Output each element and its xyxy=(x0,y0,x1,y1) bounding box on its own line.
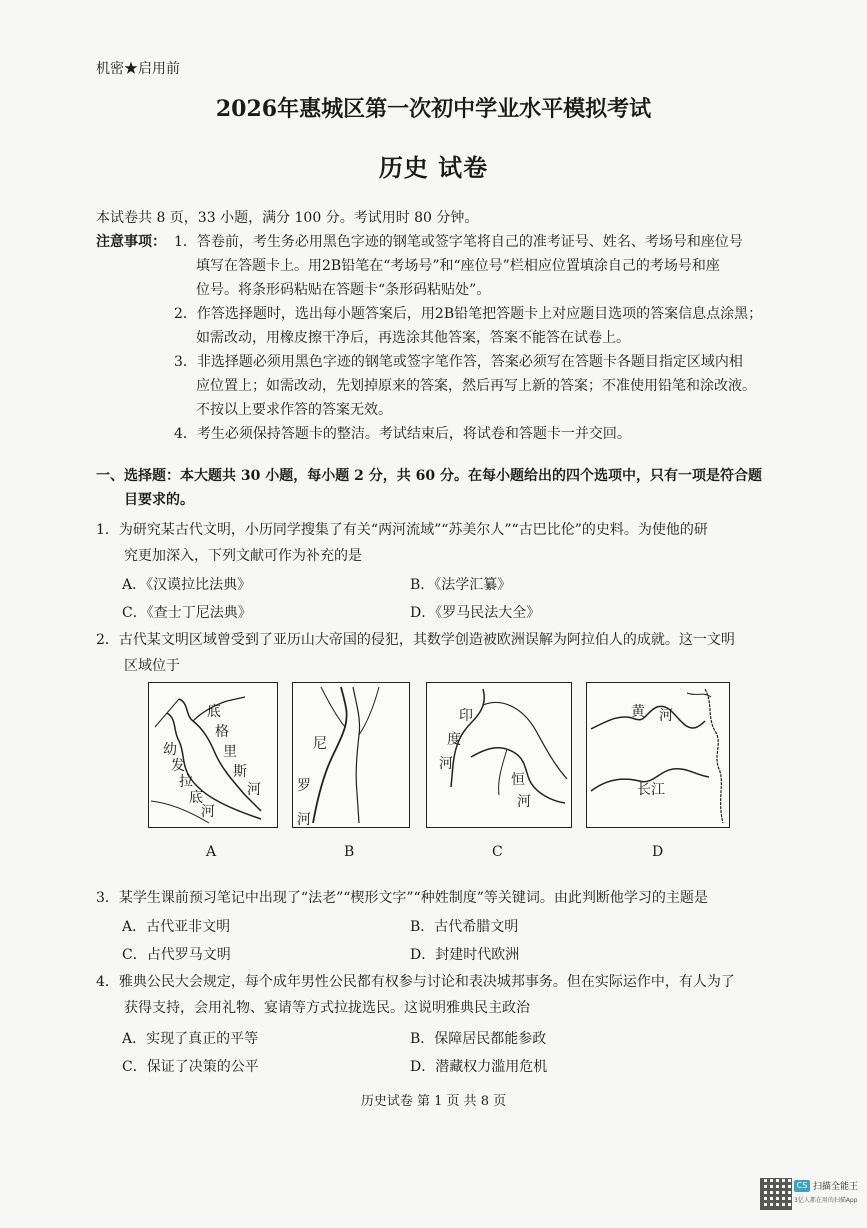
q1-stem-line1: 1．为研究某古代文明，小历同学搜集了有关“两河流域”“苏美尔人”“古巴比伦”的史料。为使他的研 xyxy=(96,522,708,538)
notice-label: 注意事项： xyxy=(96,234,166,250)
notice-1c: 位号。将条形码粘贴在答题卡“条形码粘贴处”。 xyxy=(196,282,491,298)
map-a-euphrates-1: 幼 xyxy=(163,742,177,758)
map-a-euphrates-5: 河 xyxy=(201,804,215,820)
q4-stem-line2: 获得支持，会用礼物、宴请等方式拉拢选民。这说明雅典民主政治 xyxy=(124,1000,530,1016)
notice-1a: 1．答卷前，考生务必用黑色字迹的钢笔或签字笔将自己的准考证号、姓名、考场号和座位号 xyxy=(174,234,743,250)
map-a-euphrates-4: 底 xyxy=(189,790,203,806)
qr-code-icon xyxy=(760,1178,792,1210)
q1-option-c: C．《查士丁尼法典》 xyxy=(122,605,252,621)
q2-stem-line2: 区域位于 xyxy=(124,658,180,674)
map-a-euphrates-3: 拉 xyxy=(179,774,193,790)
map-d-yangtze: 长江 xyxy=(637,782,665,798)
map-d-yellow-river-2: 河 xyxy=(659,708,673,724)
q3-option-a: A．古代亚非文明 xyxy=(122,919,231,935)
page-footer: 历史试卷 第 1 页 共 8 页 xyxy=(360,1094,507,1109)
q4-option-b: B．保障居民都能参政 xyxy=(410,1031,547,1047)
notice-1b: 填写在答题卡上。用2B铅笔在“考场号”和“座位号”栏相应位置填涂自己的考场号和座 xyxy=(196,258,720,274)
q4-option-a: A．实现了真正的平等 xyxy=(122,1031,259,1047)
q3-option-b: B．古代希腊文明 xyxy=(410,919,519,935)
camscanner-logo-icon: CS xyxy=(794,1180,810,1192)
notice-3c: 不按以上要求作答的答案无效。 xyxy=(196,402,392,418)
scanner-app-tagline: 3亿人都在用的扫描App xyxy=(794,1197,858,1204)
q3-stem: 3．某学生课前预习笔记中出现了“法老”“楔形文字”“种姓制度”等关键词。由此判断他学习的主题是 xyxy=(96,890,708,906)
q4-option-c: C．保证了决策的公平 xyxy=(122,1059,259,1075)
map-a-label: A xyxy=(206,844,217,860)
map-c-indus-3: 河 xyxy=(439,756,453,772)
map-c-ganges-1: 恒 xyxy=(511,772,525,788)
map-a-tigris-2: 格 xyxy=(215,724,229,740)
q1-stem-line2: 究更加深入，下列文献可作为补充的是 xyxy=(124,548,362,564)
q3-option-d: D．封建时代欧洲 xyxy=(410,947,520,963)
section-heading-line1: 一、选择题：本大题共 30 小题，每小题 2 分，共 60 分。在每小题给出的四个选项中，只有一项是符合题 xyxy=(96,468,762,484)
q3-option-c: C．占代罗马文明 xyxy=(122,947,231,963)
scanner-app-name: 扫描全能王 xyxy=(813,1182,859,1192)
map-c-label: C xyxy=(492,844,503,860)
map-a-euphrates-2: 发 xyxy=(171,758,185,774)
confidential-mark: 机密★启用前 xyxy=(96,61,180,77)
notice-4: 4．考生必须保持答题卡的整洁。考试结束后，将试卷和答题卡一并交回。 xyxy=(174,426,631,442)
section-heading-line2: 目要求的。 xyxy=(124,492,194,508)
exam-subtitle: 历史 试卷 xyxy=(378,153,489,182)
map-d-china xyxy=(586,682,730,828)
map-a-tigris-3: 里 xyxy=(223,744,237,760)
scanner-watermark xyxy=(760,1178,859,1212)
map-d-label: D xyxy=(652,844,664,860)
map-c-india xyxy=(426,682,572,828)
map-a-tigris-1: 底 xyxy=(207,704,221,720)
notice-3b: 应位置上；如需改动，先划掉原来的答案，然后再写上新的答案；不准使用铅笔和涂改液。 xyxy=(196,378,756,394)
map-a-tigris-5: 河 xyxy=(247,782,261,798)
map-b-label: B xyxy=(344,844,355,860)
q4-stem-line1: 4．雅典公民大会规定，每个成年男性公民都有权参与讨论和表决城邦事务。但在实际运作中，有人为了 xyxy=(96,974,735,990)
notice-2a: 2．作答选择题时，选出每小题答案后，用2B铅笔把答题卡上对应题目选项的答案信息点涂黑； xyxy=(174,306,763,322)
exam-summary: 本试卷共 8 页，33 小题，满分 100 分。考试用时 80 分钟。 xyxy=(96,210,479,226)
map-c-ganges-2: 河 xyxy=(517,794,531,810)
q2-stem-line1: 2．古代某文明区域曾受到了亚历山大帝国的侵犯，其数学创造被欧洲误解为阿拉伯人的成就。这一文明 xyxy=(96,632,735,648)
map-a-tigris-4: 斯 xyxy=(233,764,247,780)
q1-option-b: B．《法学汇纂》 xyxy=(410,577,512,593)
map-b-nile-3: 河 xyxy=(297,812,311,828)
q1-option-d: D．《罗马民法大全》 xyxy=(410,605,541,621)
map-a-mesopotamia xyxy=(148,682,278,828)
exam-title: 2026年惠城区第一次初中学业水平模拟考试 xyxy=(215,96,652,122)
q4-option-d: D．潜藏权力滥用危机 xyxy=(410,1059,548,1075)
map-c-indus-1: 印 xyxy=(459,708,473,724)
notice-3a: 3．非选择题必须用黑色字迹的钢笔或签字笔作答，答案必须写在答题卡各题目指定区域内相 xyxy=(174,354,743,370)
notice-2b: 如需改动，用橡皮擦干净后，再选涂其他答案，答案不能答在试卷上。 xyxy=(196,330,630,346)
q1-option-a: A．《汉谟拉比法典》 xyxy=(122,577,252,593)
map-b-nile xyxy=(292,682,410,828)
map-c-indus-2: 度 xyxy=(447,732,461,748)
map-b-nile-2: 罗 xyxy=(297,778,311,794)
map-b-nile-1: 尼 xyxy=(313,736,327,752)
map-d-yellow-river-1: 黄 xyxy=(631,704,645,720)
